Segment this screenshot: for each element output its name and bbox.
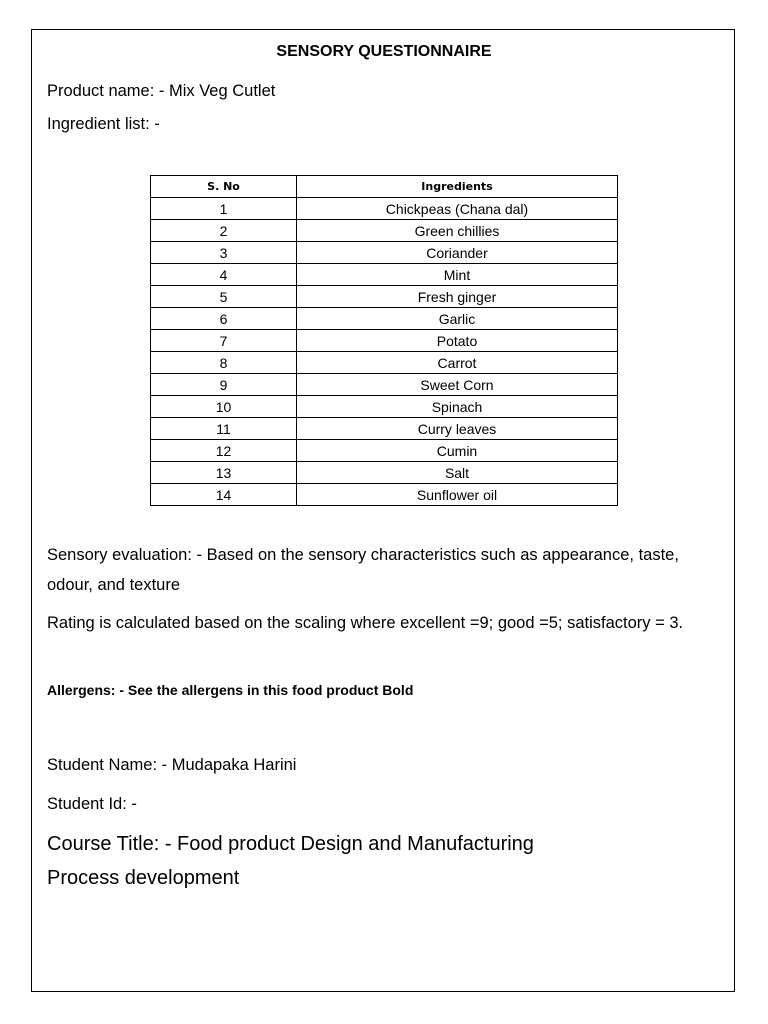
ingredient-cell: Salt xyxy=(297,462,618,484)
ingredient-cell: Curry leaves xyxy=(297,418,618,440)
table-row xyxy=(151,396,618,418)
table-header-row xyxy=(151,176,618,198)
sno-cell: 10 xyxy=(151,396,297,418)
sno-cell: 2 xyxy=(151,220,297,242)
ingredient-cell: Sunflower oil xyxy=(297,484,618,506)
ingredients-table xyxy=(150,175,618,506)
table-row xyxy=(151,484,618,506)
ingredient-cell: Sweet Corn xyxy=(297,374,618,396)
sno-cell: 11 xyxy=(151,418,297,440)
table-row xyxy=(151,242,618,264)
sno-cell: 14 xyxy=(151,484,297,506)
allergens-note: Allergens: - See the allergens in this food product Bold xyxy=(47,682,414,698)
ingredient-cell: Fresh ginger xyxy=(297,286,618,308)
sno-cell: 6 xyxy=(151,308,297,330)
table-row xyxy=(151,286,618,308)
sno-cell: 1 xyxy=(151,198,297,220)
ingredient-cell: Spinach xyxy=(297,396,618,418)
ingredient-cell: Chickpeas (Chana dal) xyxy=(297,198,618,220)
student-id-line: Student Id: - xyxy=(47,795,137,813)
sno-cell: 4 xyxy=(151,264,297,286)
sensory-evaluation-text: Sensory evaluation: - Based on the sensory characteristics such as appearance, taste, odour, and texture xyxy=(47,546,679,594)
table-row xyxy=(151,308,618,330)
ingredients-column-header: Ingredients xyxy=(297,176,618,198)
table-row xyxy=(151,440,618,462)
sno-cell: 12 xyxy=(151,440,297,462)
table-row xyxy=(151,330,618,352)
ingredient-cell: Mint xyxy=(297,264,618,286)
table-row xyxy=(151,352,618,374)
sno-cell: 5 xyxy=(151,286,297,308)
ingredient-cell: Green chillies xyxy=(297,220,618,242)
table-row xyxy=(151,220,618,242)
sno-cell: 3 xyxy=(151,242,297,264)
table-row xyxy=(151,374,618,396)
sno-cell: 13 xyxy=(151,462,297,484)
ingredient-cell: Cumin xyxy=(297,440,618,462)
sno-column-header: S. No xyxy=(151,176,297,198)
table-row xyxy=(151,264,618,286)
ingredient-cell: Carrot xyxy=(297,352,618,374)
course-title-line: Course Title: - Food product Design and Manufacturing xyxy=(47,833,534,855)
student-name-line: Student Name: - Mudapaka Harini xyxy=(47,756,297,774)
ingredient-list-label: Ingredient list: - xyxy=(47,115,160,133)
product-name-line: Product name: - Mix Veg Cutlet xyxy=(47,82,276,100)
sno-cell: 8 xyxy=(151,352,297,374)
sno-cell: 7 xyxy=(151,330,297,352)
course-title-continuation: Process development xyxy=(47,867,240,889)
rating-scale-text: Rating is calculated based on the scaling where excellent =9; good =5; satisfactory = 3. xyxy=(47,614,684,632)
ingredient-cell: Garlic xyxy=(297,308,618,330)
table-row xyxy=(151,198,618,220)
ingredient-cell: Coriander xyxy=(297,242,618,264)
table-row xyxy=(151,462,618,484)
document-title: SENSORY QUESTIONNAIRE xyxy=(276,43,492,60)
table-row xyxy=(151,418,618,440)
ingredient-cell: Potato xyxy=(297,330,618,352)
sno-cell: 9 xyxy=(151,374,297,396)
